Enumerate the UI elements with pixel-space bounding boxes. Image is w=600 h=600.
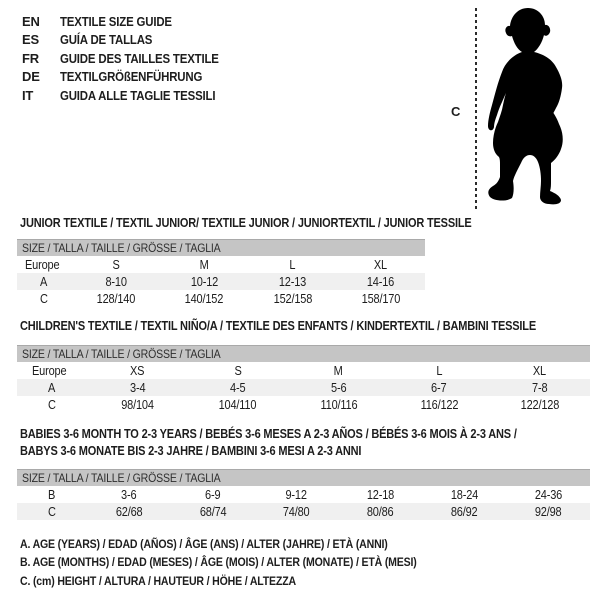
footnote-legend	[20, 535, 471, 590]
language-code: ES	[22, 32, 39, 48]
language-title: GUÍA DE TALLAS	[60, 32, 153, 48]
size-value-cell: 152/158	[273, 291, 312, 306]
language-code: FR	[22, 50, 39, 66]
footnote-a: A. AGE (YEARS) / EDAD (AÑOS) / ÂGE (ANS) / ALTER (JAHRE) / ETÀ (ANNI)	[20, 537, 388, 551]
size-value-cell: 6-9	[205, 487, 221, 502]
row-label-cell: A	[17, 273, 72, 290]
size-value-cell: 74/80	[255, 503, 339, 520]
row-label-cell: Europe	[32, 363, 67, 378]
size-value-cell: L	[289, 257, 296, 272]
size-value-cell: 86/92	[422, 503, 506, 520]
size-value-cell: L	[436, 363, 443, 378]
language-title: TEXTILGRÖßENFÜHRUNG	[60, 69, 203, 85]
junior-section-title: JUNIOR TEXTILE / TEXTIL JUNIOR/ TEXTILE JUNIOR / JUNIORTEXTIL / JUNIOR TESSILE	[20, 216, 472, 230]
language-title: GUIDE DES TAILLES TEXTILE	[60, 50, 219, 66]
size-value-cell: 116/122	[420, 397, 458, 412]
size-value-cell: 8-10	[72, 273, 160, 290]
size-value-cell: 68/74	[171, 503, 255, 520]
size-value-cell: 158/170	[361, 291, 401, 306]
footnote-b: B. AGE (MONTHS) / EDAD (MESES) / ÂGE (MOIS) / ALTER (MONATE) / ETÀ (MESI)	[20, 555, 417, 570]
row-label-cell: C	[47, 397, 56, 412]
language-title-list	[22, 13, 240, 105]
size-value-cell: S	[234, 363, 242, 378]
size-value-cell: 92/98	[506, 503, 590, 520]
size-value-cell: 10-12	[160, 273, 248, 290]
size-header-cell: SIZE / TALLA / TAILLE / GRÖSSE / TAGLIA	[17, 240, 425, 257]
size-value-cell: 4-5	[188, 379, 289, 396]
row-label-cell: C	[17, 503, 87, 520]
footnote-c: C. (cm) HEIGHT / ALTURA / HAUTEUR / HÖHE / ALTEZZA	[20, 573, 296, 588]
size-value-cell: 12-13	[249, 273, 337, 290]
size-value-cell: XS	[130, 363, 145, 378]
height-dashed-line	[475, 8, 477, 210]
babies-size-table	[17, 469, 590, 520]
junior-size-table	[17, 239, 425, 307]
row-label-cell: C	[40, 291, 48, 306]
size-value-cell: 6-7	[389, 379, 490, 396]
size-value-cell: 80/86	[338, 503, 422, 520]
language-row-de	[22, 68, 240, 86]
babies-section-title: BABIES 3-6 MONTH TO 2-3 YEARS / BEBÉS 3-6 MESES A 2-3 AÑOS / BÉBÉS 3-6 MOIS À 2-3 ANS / BABYS 3-6 MONATE BIS 2-3 JAHRE / BAMBINI 3-6 MESI A 2-3 ANNI	[20, 427, 517, 458]
row-label-cell: B	[47, 487, 56, 502]
size-value-cell: S	[112, 257, 120, 272]
size-value-cell: 122/128	[520, 397, 559, 412]
language-title: TEXTILE SIZE GUIDE	[60, 14, 172, 29]
size-value-cell: 9-12	[285, 487, 308, 502]
language-code: EN	[22, 14, 40, 29]
language-row-en	[22, 13, 240, 31]
row-label-cell: Europe	[24, 257, 60, 272]
size-value-cell: XL	[533, 363, 547, 378]
size-value-cell: M	[333, 363, 343, 378]
size-value-cell: 98/104	[120, 397, 154, 412]
height-c-label: C	[451, 104, 461, 119]
size-value-cell: 110/116	[320, 397, 357, 412]
size-value-cell: 104/110	[219, 397, 257, 412]
size-value-cell: 5-6	[288, 379, 389, 396]
size-value-cell: 24-36	[534, 487, 562, 502]
language-title: GUIDA ALLE TAGLIE TESSILI	[60, 87, 216, 103]
size-value-cell: 128/140	[96, 291, 136, 306]
language-row-es	[22, 31, 240, 49]
size-value-cell: 18-24	[450, 487, 478, 502]
size-value-cell: 140/152	[185, 291, 224, 306]
row-label-cell: A	[17, 379, 87, 396]
size-value-cell: M	[199, 257, 209, 272]
size-value-cell: 14-16	[337, 273, 425, 290]
size-value-cell: 12-18	[366, 487, 395, 502]
size-header-cell: SIZE / TALLA / TAILLE / GRÖSSE / TAGLIA	[17, 346, 590, 363]
language-row-fr	[22, 50, 240, 68]
size-value-cell: 7-8	[489, 379, 590, 396]
size-value-cell: XL	[374, 257, 388, 272]
size-value-cell: 3-4	[87, 379, 188, 396]
size-header-cell: SIZE / TALLA / TAILLE / GRÖSSE / TAGLIA	[17, 470, 590, 487]
language-code: DE	[22, 69, 40, 85]
size-value-cell: 62/68	[87, 503, 171, 520]
language-code: IT	[22, 87, 34, 103]
language-row-it	[22, 87, 240, 105]
size-value-cell: 3-6	[121, 487, 137, 502]
children-size-table	[17, 345, 590, 413]
children-section-title: CHILDREN'S TEXTILE / TEXTIL NIÑO/A / TEXTILE DES ENFANTS / KINDERTEXTIL / BAMBINI TESSILE	[20, 319, 537, 333]
baby-silhouette-figure	[486, 8, 568, 208]
